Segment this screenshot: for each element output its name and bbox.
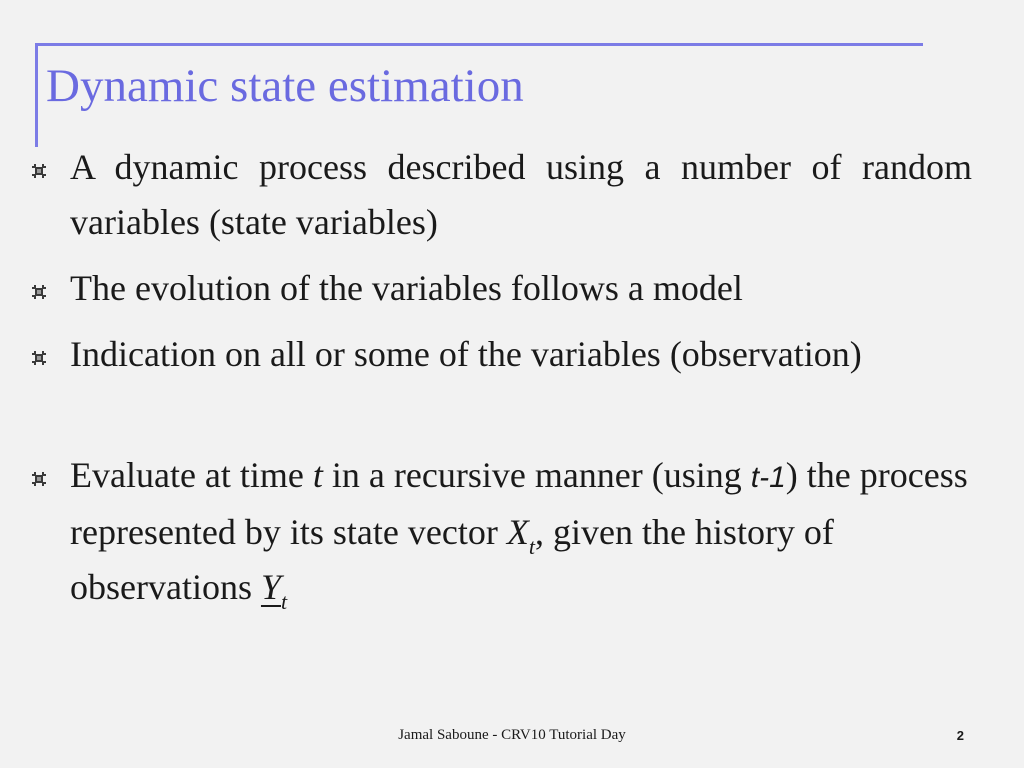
bullet-text: Indication on all or some of the variables (observation) (70, 334, 862, 374)
bullet-text-part: , given the history of observations (70, 512, 834, 607)
bullet-text-part: Evaluate at time (70, 455, 313, 495)
square-bullet-icon (32, 164, 46, 178)
slide-title: Dynamic state estimation (46, 60, 524, 112)
square-bullet-icon (32, 472, 46, 486)
bullet-item (32, 140, 972, 250)
state-vector-symbol: X (506, 512, 529, 552)
observation-subscript: t (281, 589, 288, 614)
observation-symbol: Y (260, 567, 281, 607)
page-number: 2 (956, 728, 964, 743)
bullet-text-part: ) the process represented by its state vector (70, 455, 968, 552)
bullet-list (32, 140, 972, 615)
title-left-rule (35, 43, 38, 147)
bullet-item (32, 448, 972, 615)
title-top-rule (35, 43, 923, 46)
bullet-text: A dynamic process described using a number of random variables (state variables) (70, 147, 972, 242)
bullet-item (32, 261, 972, 316)
time-symbol: t (312, 455, 323, 495)
bullet-text: The evolution of the variables follows a model (70, 268, 743, 308)
bullet-item (32, 327, 972, 382)
square-bullet-icon (32, 351, 46, 365)
square-bullet-icon (32, 285, 46, 299)
bullet-text-part: in a recursive manner (using (322, 455, 751, 495)
state-vector-subscript: t (528, 534, 535, 559)
footer-text: Jamal Saboune - CRV10 Tutorial Day (398, 727, 626, 743)
previous-time-symbol: t-1 (750, 461, 786, 494)
